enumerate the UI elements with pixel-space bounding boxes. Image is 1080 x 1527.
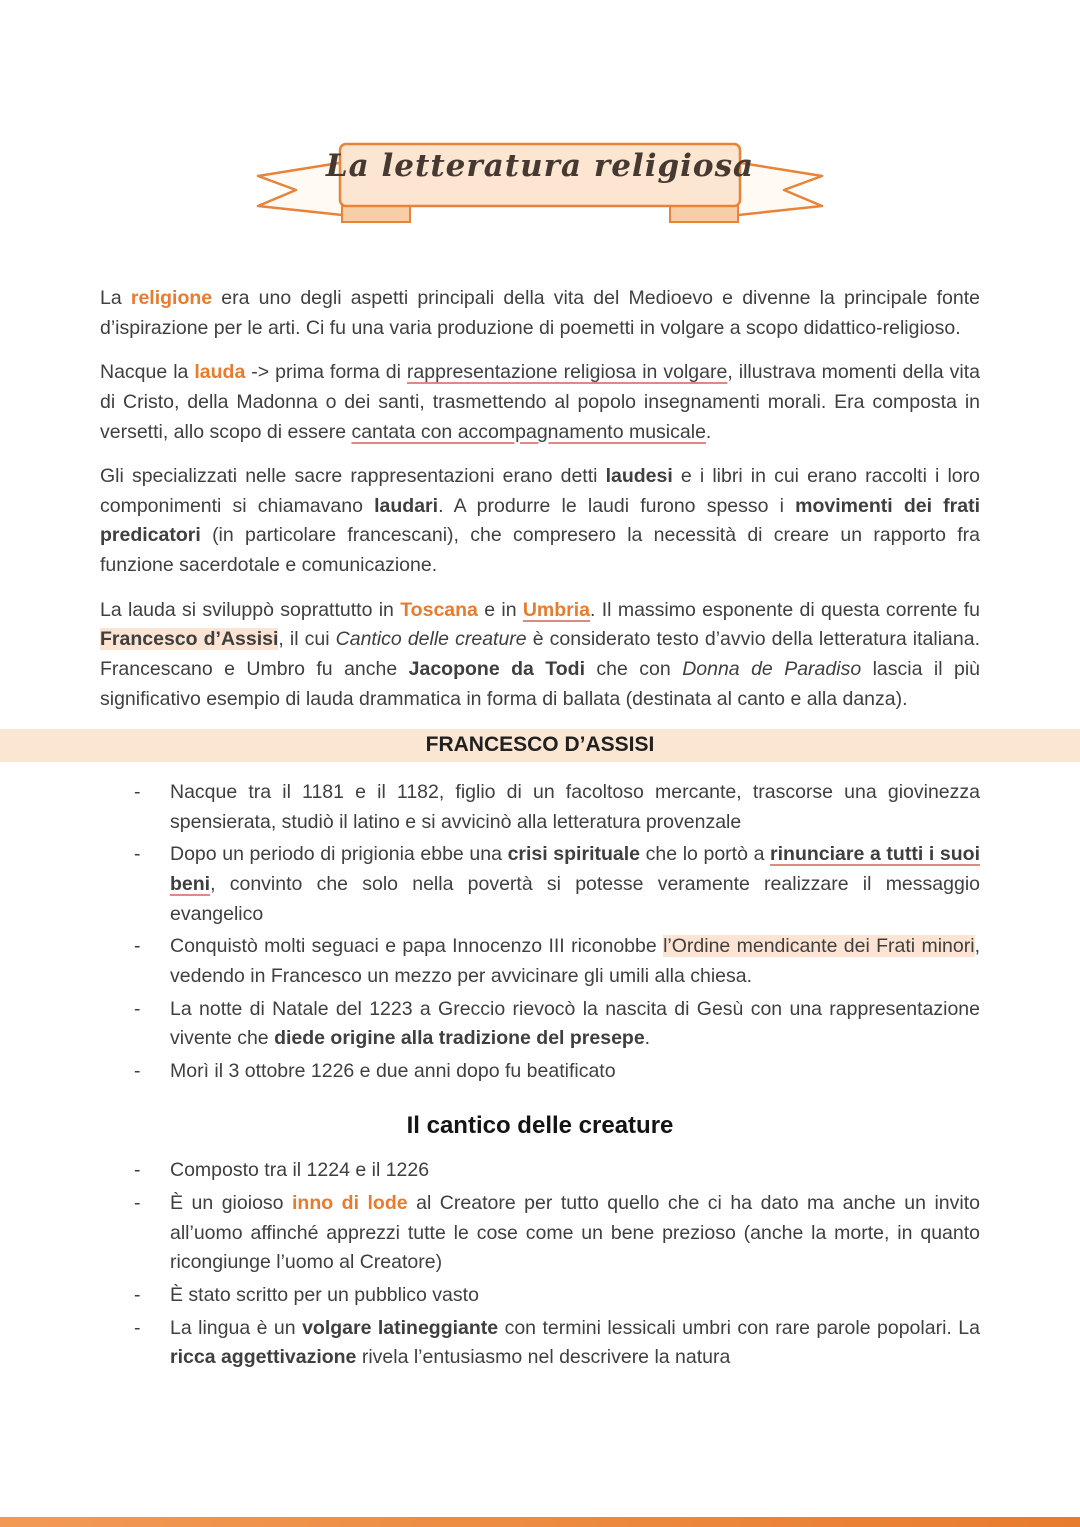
text-run: al Creatore per tutto quello che ci ha dato ma anche un invito all’uomo affinché apprezzi tutte le cose come un bene prezioso (anche la morte, in quanto ricongiunge l’uomo al Creatore) [170, 1192, 981, 1274]
dash-marker: - [134, 1192, 141, 1214]
dash-marker: - [134, 1059, 141, 1082]
text-run: Dopo un periodo di prigionia ebbe una [170, 843, 508, 866]
list-item [134, 995, 980, 1054]
list-item [134, 932, 980, 991]
text-run: Toscana [400, 598, 478, 621]
list-item [134, 778, 980, 837]
text-run: rappresentazione religiosa in volgare [406, 361, 728, 384]
text-run: Francesco d’Assisi [100, 628, 279, 651]
section-heading-band [0, 729, 1080, 762]
text-run: crisi spirituale [507, 843, 640, 866]
dash-marker: - [134, 1283, 141, 1306]
section-heading: FRANCESCO D’ASSISI [425, 733, 655, 757]
list-item [134, 1314, 980, 1373]
ribbon-left-fold [342, 206, 410, 222]
text-run: che con [585, 657, 683, 680]
dash-marker: - [134, 997, 141, 1020]
text-run: La lingua è un [170, 1316, 303, 1339]
dash-marker: - [134, 781, 141, 804]
list-item [134, 1057, 980, 1087]
text-run: (in particolare francescani), che compresero la necessità di creare un rapporto fra funzione sacerdotale e comunicazione. [100, 524, 980, 576]
list-item-text [170, 1057, 980, 1087]
text-run: È un gioioso [170, 1192, 293, 1214]
text-run: religione [130, 287, 213, 309]
list-item [134, 1281, 980, 1311]
ribbon-right-fold [670, 206, 738, 222]
text-run: Umbria [522, 598, 591, 621]
text-run: La [100, 287, 131, 309]
paragraph [100, 462, 980, 581]
text-run: inno di lode [292, 1192, 408, 1214]
text-run: diede origine alla tradizione del presepe [274, 1027, 645, 1050]
text-run: laudesi [605, 465, 673, 488]
text-run: laudari [374, 494, 439, 517]
text-run: l’Ordine mendicante dei Frati minori [663, 935, 975, 958]
text-run: volgare latineggiante [302, 1316, 499, 1339]
list-item-text [170, 995, 980, 1054]
text-run: lascia il più significativo esempio di lauda drammatica in forma di ballata (destinata al canto e alla danza). [100, 657, 981, 710]
text-run: Conquistò molti seguaci e papa Innocenzo III riconobbe [170, 935, 664, 958]
text-run: . [644, 1027, 651, 1050]
text-run: è considerato testo d’avvio della letteratura italiana. Francescano e Umbro fu anche [100, 628, 980, 680]
list-item-text [170, 778, 980, 837]
text-run: Morì il 3 ottobre 1226 e due anni dopo fu beatificato [170, 1059, 616, 1082]
text-run: . A produrre le laudi furono spesso i [438, 494, 796, 517]
text-run: che lo portò a [640, 843, 771, 866]
text-run: Gli specializzati nelle sacre rappresentazioni erano detti [100, 465, 606, 488]
text-run: Jacopone da Todi [408, 657, 585, 680]
text-run: era uno degli aspetti principali della vita del Medioevo e divenne la principale fonte d’ispirazione per le arti. Ci fu una varia produzione di poemetti in volgare a scopo didattico-religioso. [100, 287, 980, 339]
paragraph [100, 358, 980, 447]
text-run: È stato scritto per un pubblico vasto [170, 1283, 479, 1306]
list-item-text [170, 1189, 980, 1278]
paragraph [100, 596, 980, 715]
text-run: Nacque tra il 1181 e il 1182, figlio di un facoltoso mercante, trascorse una giovinezza spensierata, studiò il latino e si avvicinò alla letteratura provenzale [170, 781, 980, 833]
text-run: Composto tra il 1224 e il 1226 [170, 1159, 430, 1182]
paragraph [100, 284, 980, 343]
dash-marker: - [134, 843, 141, 866]
text-run: . Il massimo esponente di questa corrente fu [590, 598, 980, 621]
list-item [134, 840, 980, 929]
list-item-text [170, 1281, 980, 1311]
list-item-text [170, 1314, 980, 1373]
text-run: -> prima forma di [245, 361, 407, 384]
text-run: ricca aggettivazione [170, 1346, 357, 1369]
cantico-list [134, 1156, 980, 1372]
dash-marker: - [134, 1316, 141, 1339]
text-run: Donna de Paradiso [682, 657, 862, 680]
text-run: rinunciare a tutti i suoi beni [170, 843, 980, 895]
text-run: movimenti dei frati predicatori [100, 494, 981, 547]
text-run: Nacque la [100, 361, 195, 384]
bottom-accent-bar [0, 1517, 1080, 1527]
title-banner [220, 0, 860, 248]
dash-marker: - [134, 1159, 141, 1182]
francesco-list [134, 778, 980, 1086]
subsection-heading: Il cantico delle creature [406, 1112, 674, 1140]
text-run: lauda [194, 361, 246, 384]
text-run: Cantico delle creature [335, 628, 527, 651]
list-item [134, 1156, 980, 1186]
text-run: , convinto che solo nella povertà si potesse veramente realizzare il messaggio evangelico [170, 873, 980, 925]
text-run: e i libri in cui erano raccolti i loro componimenti si chiamavano [100, 465, 980, 517]
text-run: rivela l’entusiasmo nel descrivere la natura [356, 1346, 731, 1369]
text-run: cantata con accompagnamento musicale [351, 420, 706, 443]
text-run: La lauda si sviluppò soprattutto in [100, 598, 401, 621]
intro-section [100, 284, 980, 714]
text-run: e in [477, 598, 523, 621]
list-item [134, 1189, 980, 1278]
list-item-text [170, 932, 980, 991]
text-run: , illustrava momenti della vita di Cristo, della Madonna o dei santi, trasmettendo al popolo insegnamenti morali. Era composta in versetti, allo scopo di essere [100, 361, 980, 443]
text-run: La notte di Natale del 1223 a Greccio rievocò la nascita di Gesù con una rappresentazione vivente che [170, 997, 980, 1050]
list-item-text [170, 1156, 980, 1186]
text-run: con termini lessicali umbri con rare parole popolari. La [498, 1316, 980, 1339]
text-run: . [705, 420, 712, 443]
list-item-text [170, 840, 980, 929]
page-title: La letteratura religiosa [325, 148, 755, 184]
text-run: , il cui [278, 628, 336, 651]
dash-marker: - [134, 935, 141, 958]
text-run: , vedendo in Francesco un mezzo per avvicinare gli umili alla chiesa. [170, 935, 980, 987]
